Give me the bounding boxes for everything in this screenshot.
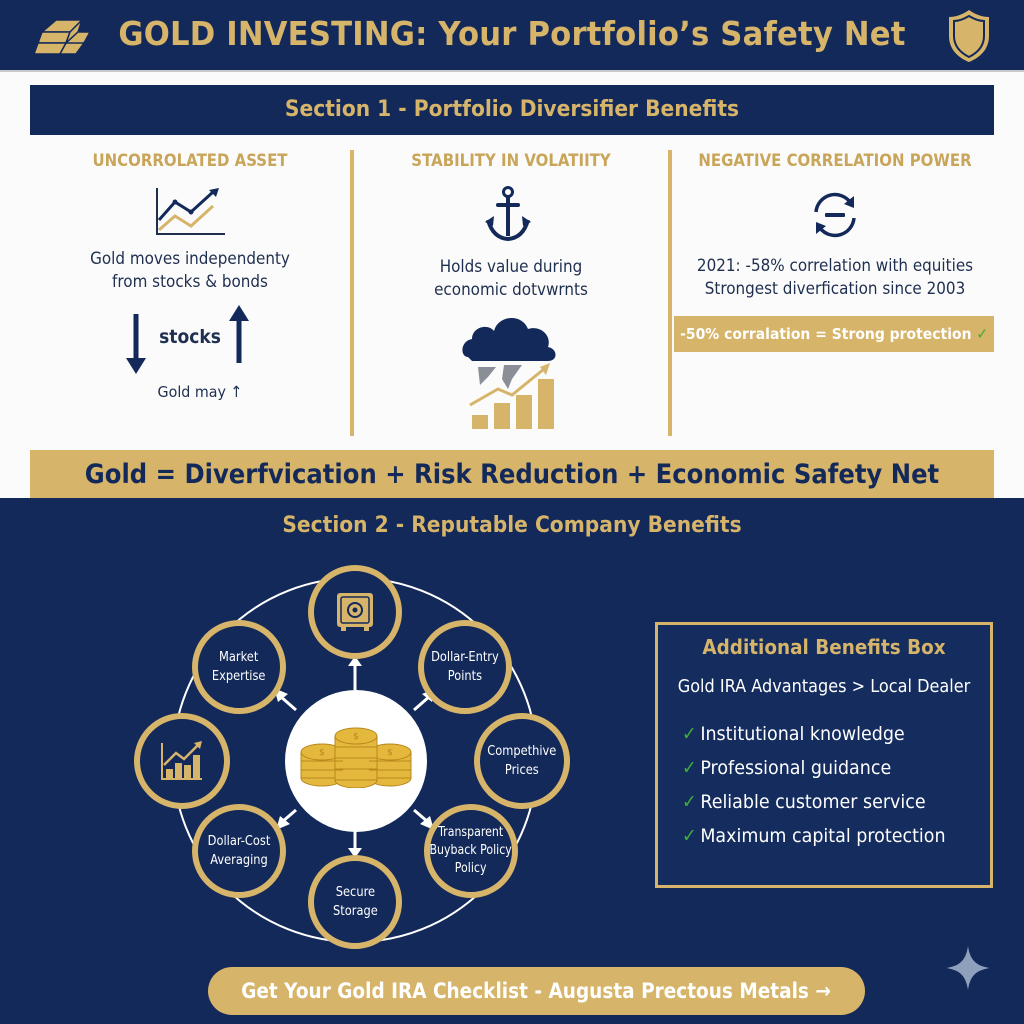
stability-heading: STABILITY IN VOLATIITY — [411, 151, 611, 171]
column-divider — [668, 150, 672, 436]
check-icon: ✓ — [682, 791, 697, 813]
benefit-item: ✓ Institutional knowledge — [682, 723, 905, 745]
summary-bar — [30, 450, 994, 500]
check-icon: ✓ — [682, 723, 697, 745]
coin-stacks-icon — [300, 722, 412, 788]
sparkle-icon — [944, 944, 992, 992]
benefit-item: ✓ Reliable customer service — [682, 791, 926, 813]
shield-icon — [946, 8, 992, 64]
svg-text:$: $ — [319, 748, 325, 758]
node-competitive-prices[interactable]: Compethive Prices — [474, 713, 570, 809]
node-growth-chart[interactable] — [134, 713, 230, 809]
section2-title: Section 2 - Reputable Company Benefits — [282, 513, 742, 538]
check-icon: ✓ — [976, 325, 988, 343]
svg-text:$: $ — [353, 732, 359, 742]
section1-banner — [30, 85, 994, 135]
page-title: GOLD INVESTING: Your Portfolio’s Safety Net — [118, 14, 906, 53]
arrow-up-icon — [229, 305, 249, 363]
negative-cycle-icon — [808, 190, 862, 240]
benefit-item: ✓ Professional guidance — [682, 757, 892, 779]
node-safe-vault[interactable] — [308, 565, 402, 659]
summary-text: Gold = Diverfvication + Risk Reduction + Economic Safety Net — [84, 459, 940, 490]
node-dollar-entry-points[interactable]: Dollar-Entry Points — [418, 620, 512, 714]
uncorrelated-description: Gold moves independenty from stocks & bonds — [90, 249, 290, 291]
column-divider — [350, 150, 354, 436]
node-dollar-cost-averaging[interactable]: Dollar-Cost Averaging — [192, 804, 286, 898]
negative-correlation-description: 2021: -58% correlation with equities Strongest diverfication since 2003 — [696, 256, 974, 298]
uncorrelated-asset-heading: UNCORROLATED ASSET — [92, 151, 288, 171]
stocks-label: stocks — [159, 326, 221, 348]
stability-description: Holds value during economic dotvwrnts — [434, 257, 588, 299]
svg-text:$: $ — [387, 748, 393, 758]
gold-may-rise-note: Gold may ↑ — [157, 383, 243, 401]
node-secure-storage[interactable]: Secure Storage — [308, 855, 402, 949]
node-market-expertise[interactable]: Market Expertise — [192, 620, 286, 714]
storm-cloud-rising-chart-icon — [460, 305, 560, 430]
safe-vault-icon — [334, 591, 376, 633]
gold-ira-checklist-button[interactable]: Get Your Gold IRA Checklist - Augusta Prectous Metals → — [208, 967, 865, 1015]
check-icon: ✓ — [682, 757, 697, 779]
node-transparent-buyback[interactable]: Transparent Buyback Policy Policy — [424, 804, 518, 898]
negative-correlation-heading: NEGATIVE CORRELATION POWER — [698, 151, 972, 171]
growth-chart-icon — [160, 741, 204, 781]
protection-highlight: -50% corralation = Strong protection ✓ — [674, 316, 994, 352]
check-icon: ✓ — [682, 825, 697, 847]
section1-title: Section 1 - Portfolio Diversifier Benefits — [284, 97, 740, 122]
additional-benefits-box — [655, 622, 993, 888]
arrow-right-icon: → — [815, 979, 832, 1003]
benefit-item: ✓ Maximum capital protection — [682, 825, 946, 847]
benefits-box-subtitle: Gold IRA Advantages > Local Dealer — [677, 677, 971, 697]
anchor-icon — [485, 186, 531, 242]
arrow-down-icon — [126, 314, 146, 374]
line-chart-icon — [155, 186, 227, 238]
benefits-box-title: Additional Benefits Box — [702, 635, 946, 659]
